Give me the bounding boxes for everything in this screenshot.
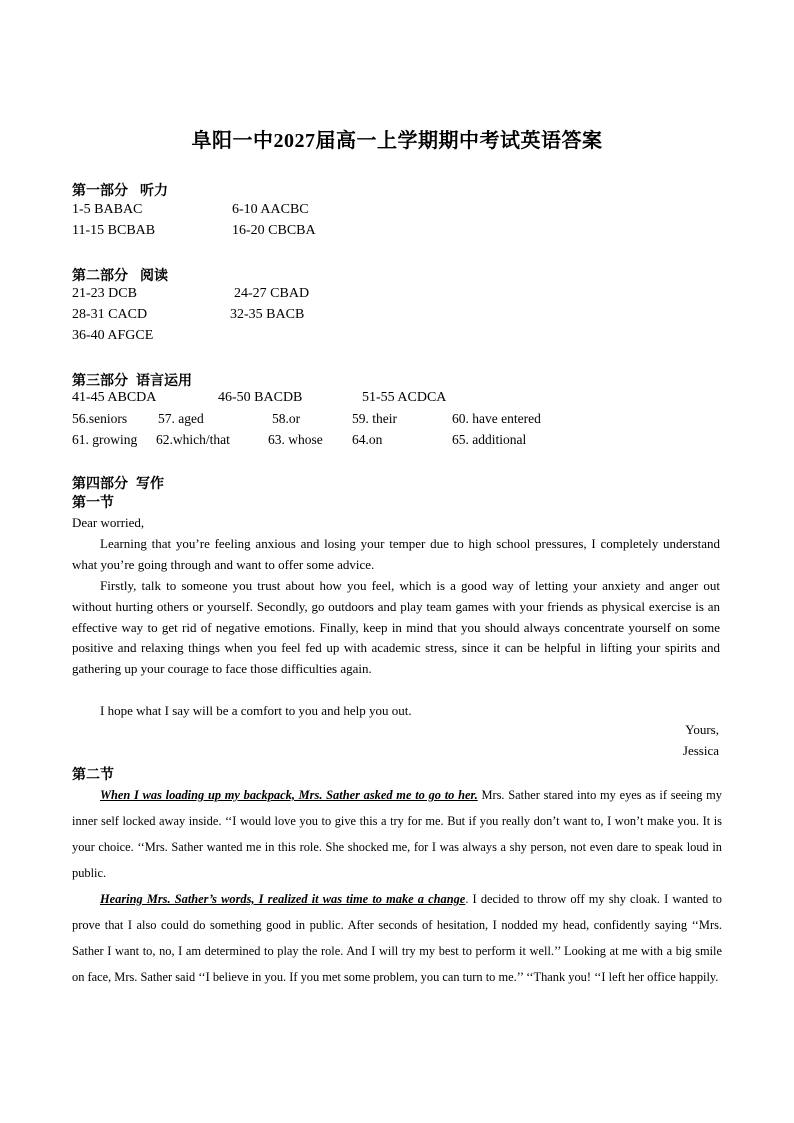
- part4-heading: [72, 473, 164, 493]
- story-text: Mrs. Sather stared into my eyes as if seeing my inner self locked away inside. ‘‘I would love you to give this a try for me. But if you really don’t want to, I won’t make you. It is your choice. ‘‘Mrs. Sather wanted me in this role. She shocked me, for I was always a shy person, not even dare to speak loud in public.: [72, 788, 722, 880]
- part2-heading-sub: 阅读: [140, 269, 168, 284]
- part1-heading-label: 第一部分: [72, 184, 128, 199]
- story-text: . I decided to throw off my shy cloak. I wanted to prove that I also could do something good in public. After seconds of hesitation, I nodded my head, confidently saying ‘‘Mrs. Sather I want to, no, I am determined to play the role. And I will try my best to perform it well.’’ Looking at me with a big smile on face, Mrs. Sather said ‘‘I believe in you. If you met some problem, you can turn to me.’’ ‘‘Thank you! ‘‘I left her office happily.: [72, 892, 722, 984]
- letter-paragraph: Learning that you’re feeling anxious and losing your temper due to high school pressures, I completely understand what you’re going through and want to offer some advice.: [72, 536, 720, 572]
- answer-group: 16-20 CBCBA: [232, 223, 316, 238]
- answer-group: 36-40 AFGCE: [72, 328, 154, 343]
- part1-heading: [72, 180, 168, 200]
- letter-paragraph: I hope what I say will be a comfort to you and help you out.: [100, 703, 412, 718]
- letter-signature: Jessica: [682, 743, 719, 758]
- part3-heading-sub: 语言运用: [136, 374, 192, 389]
- story-paragraph: [72, 782, 722, 886]
- answer-item: 56.seniors: [72, 411, 128, 426]
- answer-group: 11-15 BCBAB: [72, 223, 156, 238]
- answer-item: 65. additional: [452, 432, 527, 447]
- letter-closing: Yours,: [685, 722, 719, 737]
- part4-heading-label: 第四部分: [72, 477, 128, 492]
- answer-group: 24-27 CBAD: [234, 286, 310, 301]
- part4-heading-sub: 写作: [136, 477, 164, 492]
- answer-group: 21-23 DCB: [72, 286, 137, 301]
- answer-group: 28-31 CACD: [72, 307, 148, 322]
- part3-heading: [72, 370, 192, 390]
- letter-greeting: Dear worried,: [72, 515, 145, 530]
- part2-heading-label: 第二部分: [72, 269, 128, 284]
- answer-item: 57. aged: [158, 411, 204, 426]
- answer-item: 59. their: [352, 411, 397, 426]
- part2-heading: [72, 265, 168, 285]
- answer-group: 6-10 AACBC: [232, 202, 309, 217]
- answer-group: 32-35 BACB: [230, 307, 305, 322]
- answer-group: 1-5 BABAC: [72, 202, 143, 217]
- section1-heading: 第一节: [72, 496, 114, 511]
- answer-item: 58.or: [272, 411, 301, 426]
- answer-item: 64.on: [352, 432, 383, 447]
- letter-paragraph: Firstly, talk to someone you trust about how you feel, which is a good way of letting your anxiety and anger out without hurting others or yourself. Secondly, go outdoors and play team games with your friends as physical exercise is an effective way to get rid of negative emotions. Finally, keep in mind that you should always concentrate yourself on some positive and relaxing things when you feel fed up with academic stress, since it can be helpful in lifting your spirits and gathering up your courage to face those difficulties again.: [72, 578, 720, 677]
- answer-item: 63. whose: [268, 432, 323, 447]
- part3-heading-label: 第三部分: [72, 374, 128, 389]
- story-lead-sentence: When I was loading up my backpack, Mrs. Sather asked me to go to her.: [100, 788, 478, 802]
- section2-heading: 第二节: [72, 768, 114, 783]
- page-title: 阜阳一中2027届高一上学期期中考试英语答案: [191, 130, 603, 152]
- story-lead-sentence: Hearing Mrs. Sather’s words, I realized it was time to make a change: [100, 892, 466, 906]
- answer-group: 51-55 ACDCA: [362, 390, 447, 405]
- answer-group: 41-45 ABCDA: [72, 390, 157, 405]
- answer-group: 46-50 BACDB: [218, 390, 303, 405]
- answer-item: 61. growing: [72, 432, 138, 447]
- part1-heading-sub: 听力: [140, 184, 168, 199]
- answer-item: 60. have entered: [452, 411, 541, 426]
- story-paragraph: [72, 886, 722, 990]
- answer-item: 62.which/that: [156, 432, 230, 447]
